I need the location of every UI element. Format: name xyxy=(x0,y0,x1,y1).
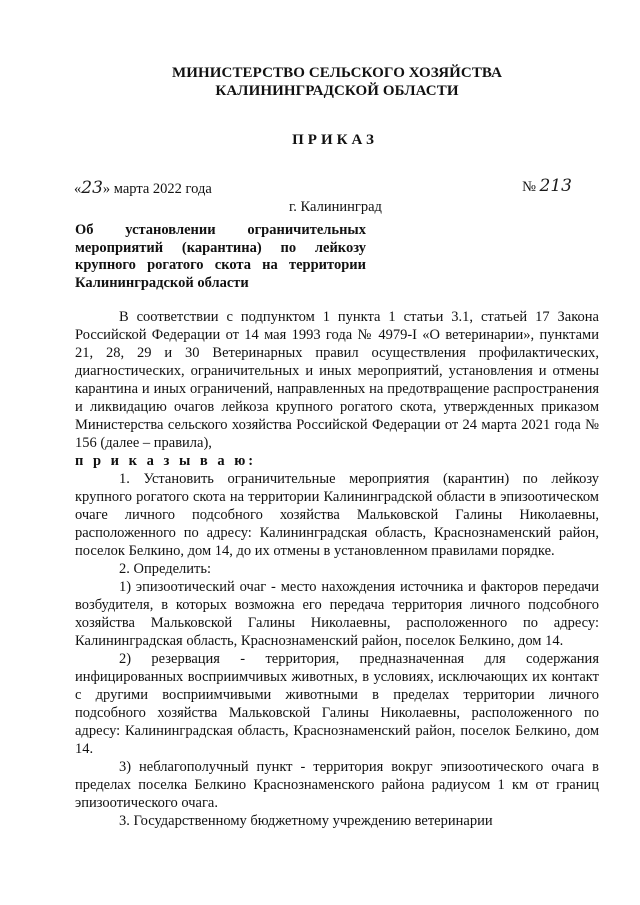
decree-line xyxy=(75,452,599,470)
preamble-paragraph: В соответствии с подпунктом 1 пункта 1 статьи 3.1, статьей 17 Закона Российской Федерации от 14 мая 1993 года № 4979-I «О ветеринарии», пунктами 21, 28, 29 и 30 Ветеринарных правил осуществления профилактических, диагностических, ограничительных и иных мероприятий, установления и отмены карантина и иных ограничений, направленных на предотвращение распространения и ликвидацию очагов лейкоза крупного рогатого скота, утвержденных приказом Министерства сельского хозяйства Российской Федерации от 24 марта 2021 года № 156 (далее – правила), xyxy=(75,309,599,451)
date-month-year: » марта 2022 года xyxy=(102,181,212,197)
item-3-paragraph: 3. Государственному бюджетному учреждению ветеринарии xyxy=(119,813,493,829)
order-body xyxy=(75,308,599,830)
item-2-paragraph: 2. Определить: xyxy=(119,561,212,577)
item-2-3-paragraph: 3) неблагополучный пункт - территория вокруг эпизоотического очага в пределах поселка Белкино Краснознаменского района радиусом 1 км от границ эпизоотического очага. xyxy=(75,759,599,811)
number-sign: № xyxy=(522,179,536,195)
item-1-paragraph: 1. Установить ограничительные мероприятия (карантин) по лейкозу крупного рогатого скота на территории Калининградской области в эпизоотическом очаге личного подсобного хозяйства Мальковской Галины Николаевны, расположенного по адресу: Калининградская область, Краснознаменский район, поселок Белкино, дом 14, до их отмены в установленном правилами порядке. xyxy=(75,471,599,559)
order-date xyxy=(74,178,212,198)
order-subject: Об установлении ограничительных мероприятий (карантина) по лейкозу крупного рогатого скота на территории Калининградской области xyxy=(75,222,366,291)
date-open-quote: « xyxy=(74,181,82,197)
order-number xyxy=(522,176,572,196)
order-number-handwritten: 213 xyxy=(539,176,572,196)
ministry-name-line1: МИНИСТЕРСТВО СЕЛЬСКОГО ХОЗЯЙСТВА xyxy=(171,65,503,81)
item-2-2-paragraph: 2) резервация - территория, предназначенная для содержания инфицированных восприимчивых животных, в условиях, исключающих их контакт с другими восприимчивыми животными в пределах территории личного подсобного хозяйства Мальковской Галины Николаевны, расположенного по адресу: Калининградская область, Краснознаменский район, поселок Белкино, дом 14. xyxy=(75,651,599,757)
ministry-header xyxy=(0,64,640,100)
item-2-1-paragraph: 1) эпизоотический очаг - место нахождения источника и факторов передачи возбудителя, в которых возможна его передача территория личного подсобного хозяйства Мальковской Галины Николаевны, расположенного по адресу: Калининградская область, Краснознаменский район, поселок Белкино, дом 14. xyxy=(75,579,599,649)
ministry-name-line2: КАЛИНИНГРАДСКОЙ ОБЛАСТИ xyxy=(215,83,459,99)
document-type-title: ПРИКАЗ xyxy=(292,132,378,148)
date-day-handwritten: 23 xyxy=(81,178,103,198)
decree-word: п р и к а з ы в а ю: xyxy=(75,453,257,469)
order-city: г. Калининград xyxy=(289,199,382,215)
